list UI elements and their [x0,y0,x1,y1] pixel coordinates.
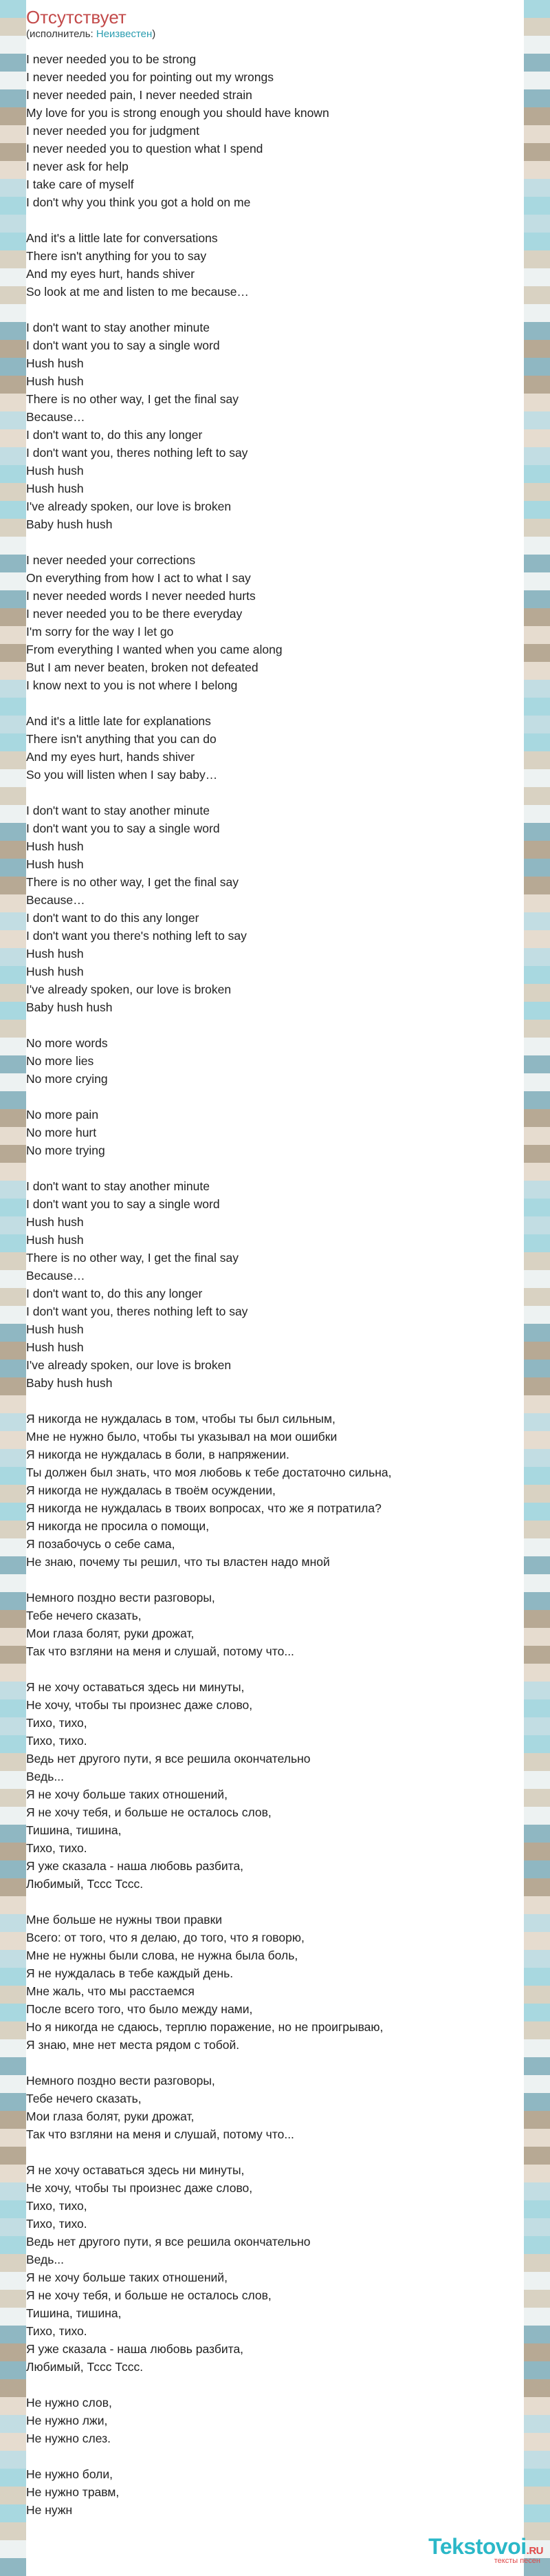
lyric-line: Тихо, тихо, [26,2199,87,2213]
lyric-line: I don't want to stay another minute [26,1179,210,1193]
lyric-line: Ты должен был знать, что моя любовь к тебе достаточно сильна, [26,1466,392,1479]
lyric-line: Тихо, тихо. [26,2217,87,2231]
lyric-line: I've already spoken, our love is broken [26,500,232,513]
lyric-line: Hush hush [26,1322,84,1336]
lyric-stanza [26,1589,524,1660]
lyric-line: Тебе нечего сказать, [26,2092,142,2105]
lyric-line: Я не хочу больше таких отношений, [26,2271,228,2284]
lyric-line: And it's a little late for explanations [26,714,211,728]
lyric-line: Не нужно слов, [26,2396,112,2409]
lyric-line: Hush hush [26,464,84,477]
lyric-line: There is no other way, I get the final say [26,875,239,889]
lyric-line: No more pain [26,1108,99,1121]
lyric-line: I don't want you, theres nothing left to say [26,446,248,460]
lyric-line: Тишина, тишина, [26,2306,122,2320]
lyric-line: Любимый, Тссс Тссс. [26,1877,144,1891]
lyric-line: Тихо, тихо. [26,1734,87,1748]
lyric-line: Я никогда не нуждалась в твоих вопросах, что же я потратила? [26,1501,382,1515]
lyric-line: I never needed words I never needed hurts [26,589,256,603]
logo-main-text: Tekstovoi [428,2534,527,2559]
lyric-line: Я знаю, мне нет места рядом с тобой. [26,2038,240,2052]
lyric-line: And it's a little late for conversations [26,231,218,245]
lyric-line: There isn't anything for you to say [26,249,207,263]
lyric-line: No more lies [26,1054,94,1068]
lyric-line: There isn't anything that you can do [26,732,217,746]
lyric-line: Я не хочу тебя, и больше не осталось слов, [26,2288,272,2302]
lyric-line: После всего того, что было между нами, [26,2002,253,2016]
lyric-line: On everything from how I act to what I say [26,571,251,585]
lyric-line: Baby hush hush [26,1376,113,1390]
lyric-line: So you will listen when I say baby… [26,768,218,782]
lyric-line: Ведь нет другого пути, я все решила окончательно [26,2235,311,2248]
logo-tld: .RU [526,2545,543,2557]
lyric-line: I don't want you to say a single word [26,1197,220,1211]
lyric-line: Я позабочусь о себе сама, [26,1537,175,1551]
lyric-stanza [26,712,524,784]
lyric-line: There is no other way, I get the final say [26,1251,239,1265]
lyric-line: Ведь... [26,2253,64,2266]
lyric-line: Я никогда не нуждалась в том, чтобы ты был сильным, [26,1412,336,1426]
song-title: Отсутствует [26,7,126,28]
lyric-line: I don't want to stay another minute [26,804,210,817]
site-logo[interactable] [428,2534,543,2565]
lyric-line: Всего: от того, что я делаю, до того, что я говорю, [26,1931,305,1944]
lyric-line: Не нужно слез. [26,2432,111,2445]
lyric-line: Hush hush [26,482,84,495]
lyric-line: Я уже сказала - наша любовь разбита, [26,2342,244,2356]
lyric-line: Тебе нечего сказать, [26,1609,142,1622]
lyric-line: I don't want you to say a single word [26,339,220,352]
lyric-line: Так что взгляни на меня и слушай, потому что... [26,1644,294,1658]
lyric-line: I'm sorry for the way I let go [26,625,174,638]
lyric-line: From everything I wanted when you came along [26,643,283,656]
lyric-line: Hush hush [26,1340,84,1354]
lyric-line: Hush hush [26,1215,84,1229]
lyric-stanza [26,1106,524,1159]
lyric-line: Hush hush [26,356,84,370]
lyric-line: And my eyes hurt, hands shiver [26,267,195,281]
lyric-line: Because… [26,410,85,424]
lyric-line: No more hurt [26,1126,97,1139]
lyric-line: I take care of myself [26,178,134,191]
lyric-line: Мне больше не нужны твои правки [26,1913,223,1926]
lyric-stanza [26,802,524,1016]
lyrics-text [26,50,524,2519]
lyric-line: I've already spoken, our love is broken [26,983,232,996]
lyric-line: Ведь нет другого пути, я все решила окончательно [26,1752,311,1765]
lyric-line: Не знаю, почему ты решил, что ты властен надо мной [26,1555,330,1569]
lyric-line: So look at me and listen to me because… [26,285,249,299]
lyric-line: Я не нуждалась в тебе каждый день. [26,1966,234,1980]
lyric-line: I've already spoken, our love is broken [26,1358,232,1372]
lyric-line: I never needed you to be strong [26,52,197,66]
lyric-line: Я не хочу оставаться здесь ни минуты, [26,2163,245,2177]
lyric-line: Не нужно лжи, [26,2414,108,2427]
lyric-stanza [26,1034,524,1088]
lyric-line: Мне не нужны были слова, не нужна была боль, [26,1949,298,1962]
lyric-stanza [26,551,524,694]
lyric-line: Любимый, Тссс Тссс. [26,2360,144,2374]
lyric-line: Baby hush hush [26,1000,113,1014]
artist-prefix: (исполнитель: [26,28,96,40]
lyric-line: Because… [26,893,85,907]
lyric-stanza [26,1177,524,1392]
lyric-line: No more words [26,1036,108,1050]
lyric-line: Тихо, тихо. [26,1841,87,1855]
lyric-stanza [26,2161,524,2376]
lyric-line: Я не хочу больше таких отношений, [26,1788,228,1801]
logo-wordmark [428,2534,543,2559]
lyric-line: Hush hush [26,965,84,978]
lyric-stanza [26,50,524,211]
lyric-line: Не нужно травм, [26,2485,120,2499]
lyric-line: Baby hush hush [26,517,113,531]
lyric-line: Я не хочу тебя, и больше не осталось слов, [26,1805,272,1819]
lyric-line: Так что взгляни на меня и слушай, потому что... [26,2127,294,2141]
lyric-stanza [26,1410,524,1571]
lyric-line: Немного поздно вести разговоры, [26,1591,215,1604]
lyric-line: Мои глаза болят, руки дрожат, [26,1627,195,1640]
artist-link[interactable]: Неизвестен [96,28,153,40]
lyric-stanza [26,1911,524,2054]
lyric-stanza [26,229,524,301]
lyric-line: I never needed you for pointing out my wrongs [26,70,274,84]
lyric-line: Because… [26,1269,85,1282]
lyric-line: Мне жаль, что мы расстаемся [26,1984,195,1998]
lyric-line: Hush hush [26,1233,84,1247]
lyric-line: I never needed pain, I never needed strain [26,88,252,102]
lyric-line: I don't want to, do this any longer [26,428,203,442]
lyric-line: I don't want to stay another minute [26,321,210,334]
lyric-stanza [26,2072,524,2143]
lyric-line: Hush hush [26,374,84,388]
lyric-line: I don't want to, do this any longer [26,1287,203,1300]
lyric-line: Тихо, тихо, [26,1716,87,1730]
lyric-line: Hush hush [26,839,84,853]
lyric-line: Не нужно боли, [26,2467,113,2481]
lyric-line: Не хочу, чтобы ты произнес даже слово, [26,2181,253,2195]
lyric-line: Я уже сказала - наша любовь разбита, [26,1859,244,1873]
lyric-line: Но я никогда не сдаюсь, терплю поражение, но не проигрываю, [26,2020,384,2034]
lyric-line: Я никогда не просила о помощи, [26,1519,210,1533]
lyric-line: Мои глаза болят, руки дрожат, [26,2110,195,2123]
lyric-line: Ведь... [26,1770,64,1783]
lyric-line: Hush hush [26,947,84,960]
lyric-line: Тихо, тихо. [26,2324,87,2338]
lyric-line: Не нужн [26,2503,73,2517]
lyric-line: Я не хочу оставаться здесь ни минуты, [26,1680,245,1694]
lyric-line: I don't want you there's nothing left to say [26,929,247,943]
artist-line [26,28,524,41]
lyric-line: I never needed your corrections [26,553,196,567]
logo-tagline: тексты песен [494,2557,540,2565]
lyric-line: Мне не нужно было, чтобы ты указывал на мои ошибки [26,1430,338,1443]
lyric-line: I never needed you to question what I spend [26,142,263,155]
lyric-line: I don't want you, theres nothing left to say [26,1305,248,1318]
lyric-line: Я никогда не нуждалась в твоём осуждении, [26,1483,276,1497]
lyric-stanza [26,2465,524,2519]
lyrics-page [26,0,524,2576]
lyric-line: No more trying [26,1144,105,1157]
artist-suffix: ) [152,28,156,40]
lyric-line: No more crying [26,1072,108,1086]
lyric-line: I never needed you for judgment [26,124,199,138]
lyric-line: But I am never beaten, broken not defeated [26,661,258,674]
lyric-line: Не хочу, чтобы ты произнес даже слово, [26,1698,253,1712]
lyric-line: Тишина, тишина, [26,1823,122,1837]
lyric-line: My love for you is strong enough you should have known [26,106,329,120]
lyric-stanza [26,2394,524,2447]
lyric-stanza [26,1678,524,1893]
lyric-line: I know next to you is not where I belong [26,678,238,692]
lyric-stanza [26,319,524,533]
lyric-line: I don't want to do this any longer [26,911,199,925]
lyric-line: I don't want you to say a single word [26,822,220,835]
lyric-line: I never ask for help [26,160,129,173]
lyric-line: Я никогда не нуждалась в боли, в напряжении. [26,1448,289,1461]
lyric-line: I don't why you think you got a hold on me [26,195,251,209]
lyric-line: Немного поздно вести разговоры, [26,2074,215,2087]
lyric-line: I never needed you to be there everyday [26,607,243,621]
lyric-line: And my eyes hurt, hands shiver [26,750,195,764]
lyric-line: Hush hush [26,857,84,871]
lyric-line: There is no other way, I get the final say [26,392,239,406]
